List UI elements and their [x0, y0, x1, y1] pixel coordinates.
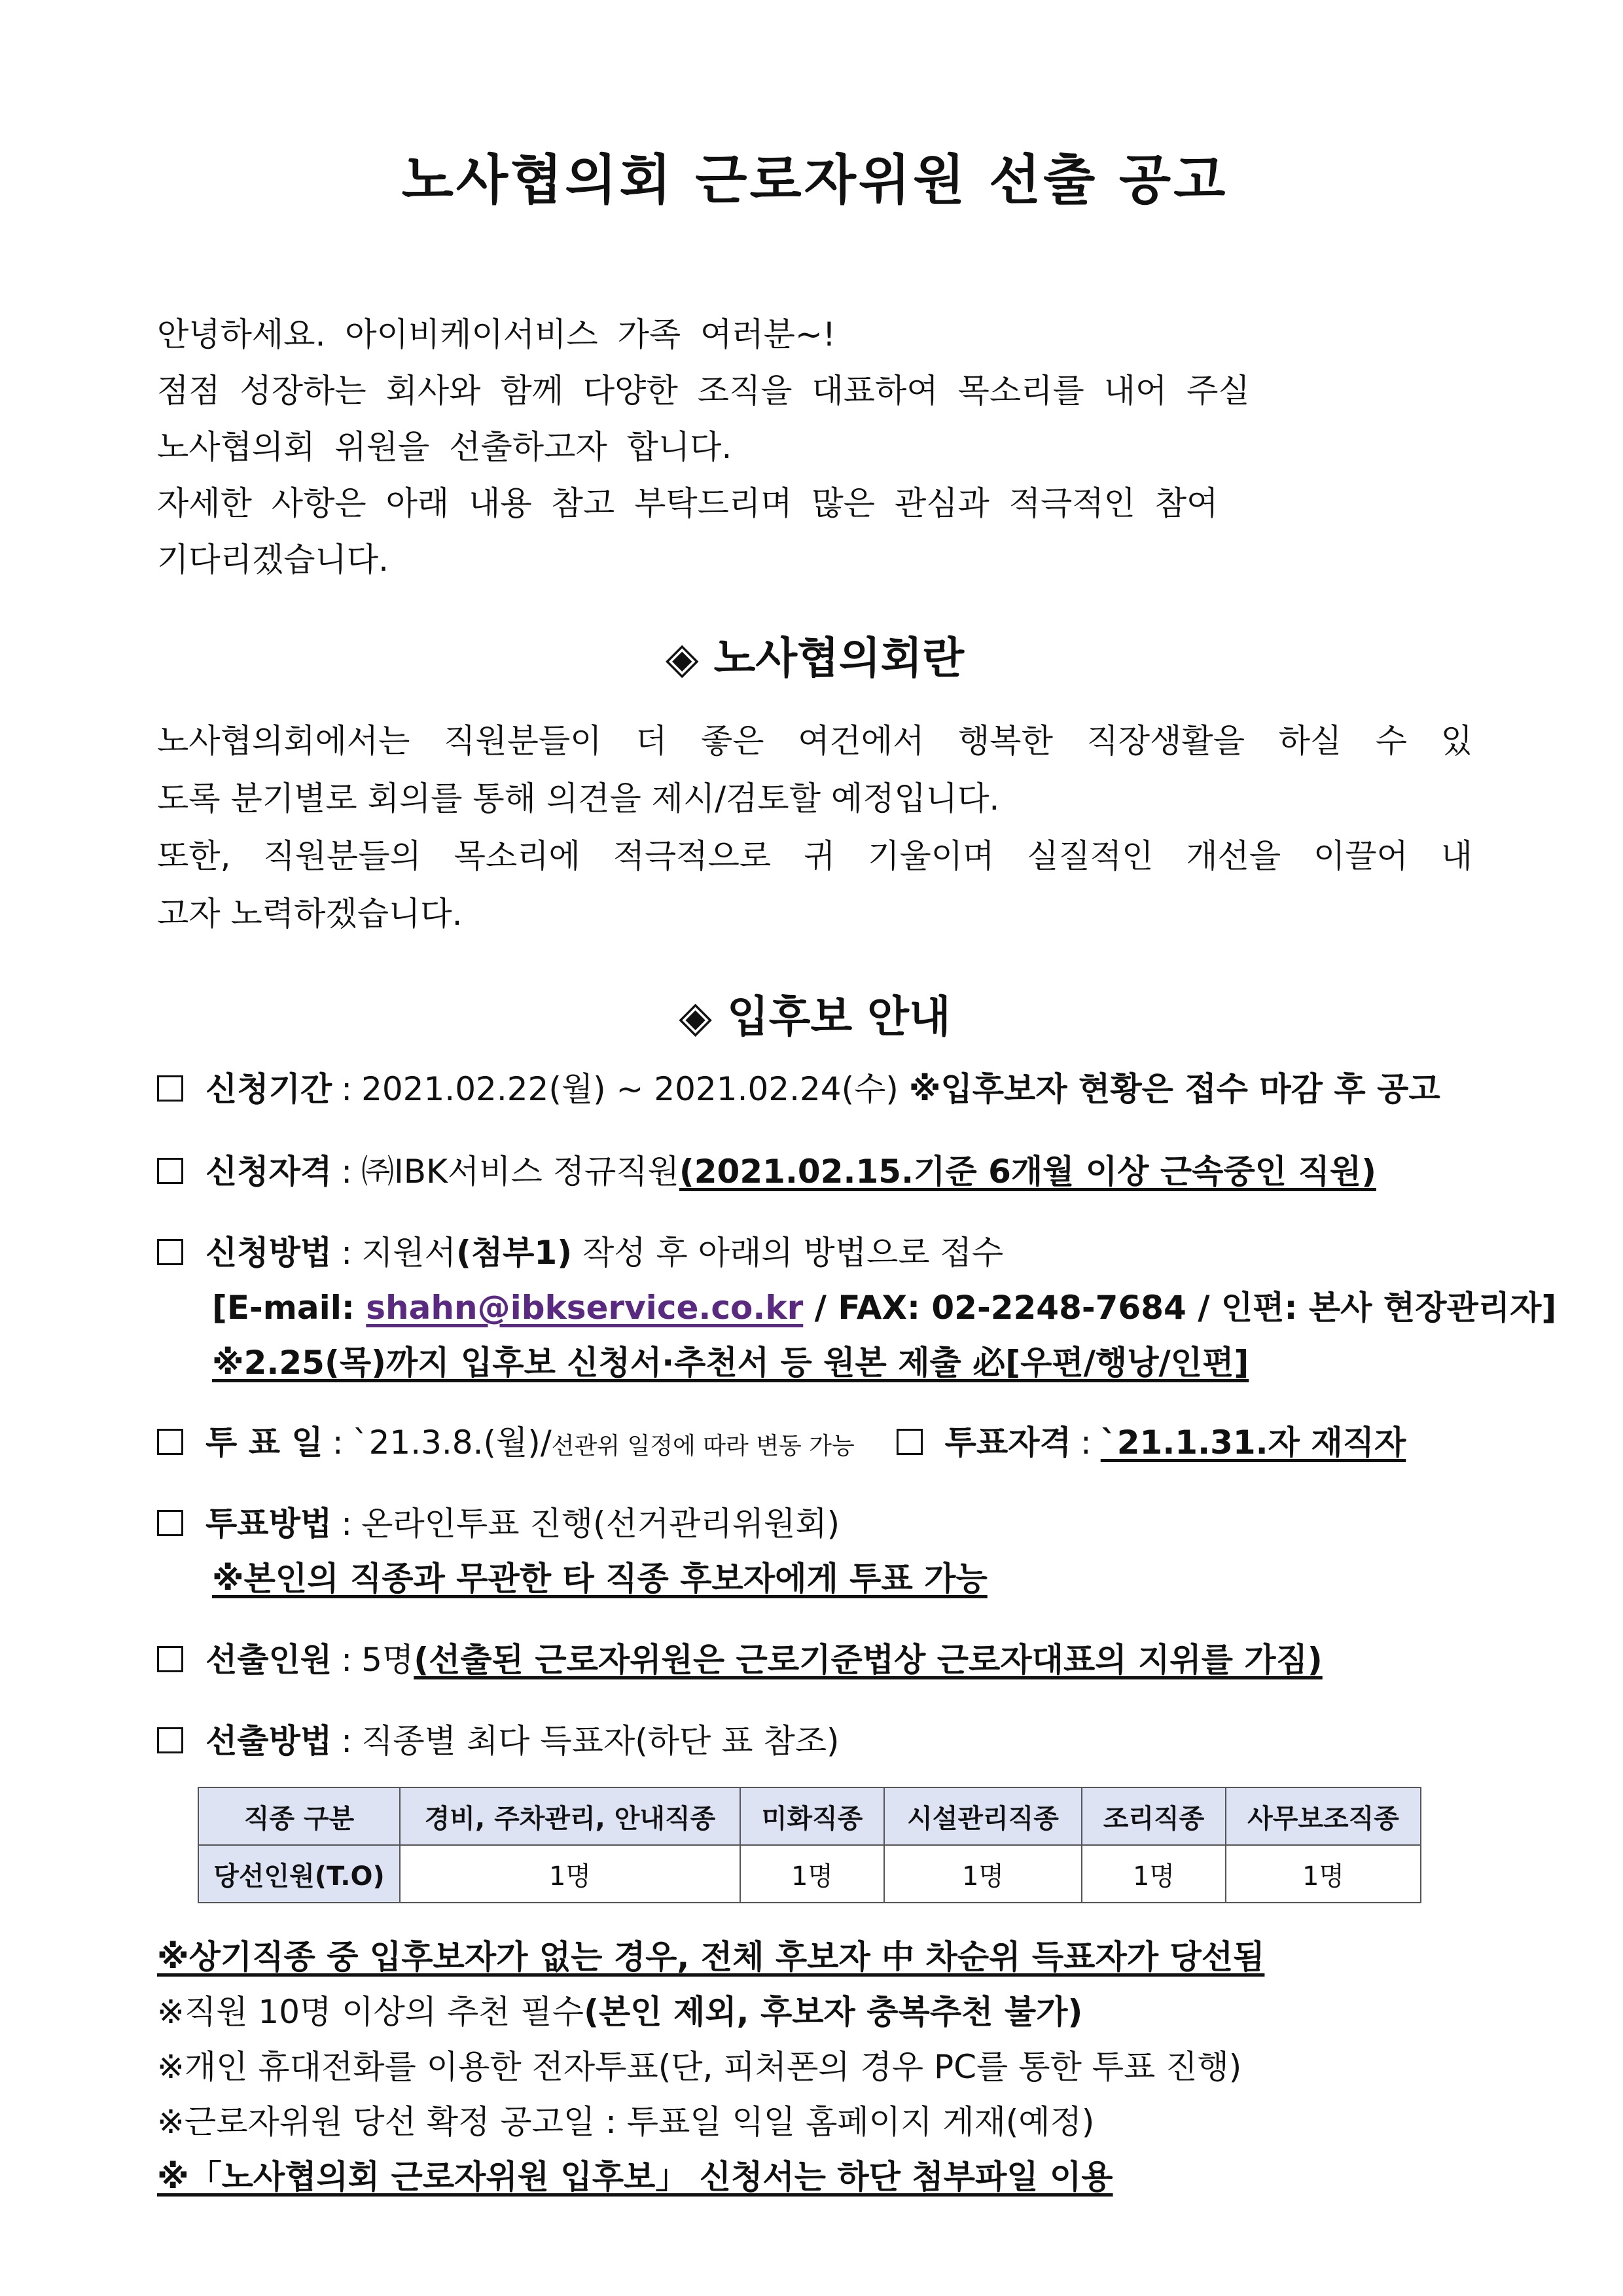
item-note: ※입후보자 현황은 접수 마감 후 공고 — [908, 1070, 1440, 1108]
checkbox-icon — [897, 1429, 923, 1455]
table-cell: 1명 — [1082, 1845, 1226, 1903]
item-value: 지원서 — [361, 1234, 456, 1272]
page-title: 노사협의회 근로자위원 선출 공고 — [401, 149, 1228, 211]
separator: : — [332, 1424, 344, 1462]
item-value: 5명 — [361, 1641, 414, 1679]
item-label: 투표자격 — [944, 1424, 1071, 1462]
checkbox-icon — [157, 1646, 183, 1672]
document-page — [157, 0, 1557, 2296]
item-note: ※본인의 직종과 무관한 타 직종 후보자에게 투표 가능 — [212, 1560, 988, 1598]
intro-line: 자세한 사항은 아래 내용 참고 부탁드리며 많은 관심과 적극적인 참여 — [157, 484, 1219, 522]
note-text: ※직원 10명 이상의 추천 필수 — [157, 1993, 584, 2031]
table-cell: 1명 — [884, 1845, 1082, 1903]
table-header-cell: 미화직종 — [740, 1787, 884, 1845]
intro-line: 점점 성장하는 회사와 함께 다양한 조직을 대표하여 목소리를 내어 주실 — [157, 372, 1250, 410]
note-line: ※「노사협의회 근로자위원 입후보」 신청서는 하단 첨부파일 이용 — [157, 2158, 1113, 2196]
item-label: 선출방법 — [205, 1722, 332, 1760]
checkbox-icon — [157, 1075, 183, 1102]
note-line — [157, 1984, 1472, 2039]
item-label: 투 표 일 — [205, 1424, 323, 1462]
section-heading-candidacy: ◈ 입후보 안내 — [679, 992, 951, 1042]
intro-line: 기다리겠습니다. — [157, 541, 389, 579]
about-line: 노사협의회에서는 직원분들이 더 좋은 여건에서 행복한 직장생활을 하실 수 있 — [157, 722, 1472, 760]
section-heading-about: ◈ 노사협의회란 — [665, 633, 965, 683]
item-method — [157, 1225, 1557, 1390]
email-link[interactable]: shahn@ibkservice.co.kr — [366, 1289, 804, 1327]
about-line: 도록 분기별로 회의를 통해 의견을 제시/검토할 예정입니다. — [157, 780, 1000, 817]
note-line: ※개인 휴대전화를 이용한 전자투표(단, 피처폰의 경우 PC를 통한 투표 진행) — [157, 2048, 1242, 2086]
item-vote-date — [157, 1415, 1472, 1474]
separator: : — [1080, 1424, 1092, 1462]
item-value: 2021.02.22(월) ~ 2021.02.24(수) — [361, 1070, 899, 1108]
separator: : — [341, 1641, 353, 1679]
item-value: `21.1.31.자 재직자 — [1100, 1424, 1406, 1462]
attachment-ref: (첨부1) — [455, 1234, 573, 1272]
table-header-cell: 경비, 주차관리, 안내직종 — [400, 1787, 740, 1845]
contact-suffix: / FAX: 02-2248-7684 / 인편: 본사 현장관리자] — [803, 1289, 1557, 1327]
note-line: ※근로자위원 당선 확정 공고일 : 투표일 익일 홈페이지 게재(예정) — [157, 2103, 1095, 2141]
checkbox-icon — [157, 1158, 183, 1184]
quota-table — [198, 1787, 1421, 1903]
table-cell: 1명 — [740, 1845, 884, 1903]
item-election — [157, 1713, 1472, 1768]
item-small-note: 선관위 일정에 따라 변동 가능 — [551, 1433, 855, 1460]
about-paragraph — [157, 712, 1472, 942]
separator: : — [341, 1234, 353, 1272]
separator: : — [341, 1070, 353, 1108]
item-period — [157, 1062, 1472, 1117]
note-line: ※상기직종 중 입후보자가 없는 경우, 전체 후보자 中 차순위 득표자가 당선됨 — [157, 1938, 1265, 1976]
item-value: 직종별 최다 득표자(하단 표 참조) — [361, 1722, 840, 1760]
notes-list — [157, 1929, 1472, 2204]
table-header-cell: 사무보조직종 — [1226, 1787, 1421, 1845]
deadline-note: ※2.25(목)까지 입후보 신청서·추천서 등 원본 제출 必[우편/행낭/인편] — [212, 1344, 1249, 1382]
about-line: 고자 노력하겠습니다. — [157, 895, 463, 933]
checkbox-icon — [157, 1727, 183, 1753]
item-value-rest: 작성 후 아래의 방법으로 접수 — [572, 1234, 1004, 1272]
checkbox-icon — [157, 1239, 183, 1265]
separator: : — [341, 1153, 353, 1191]
table-header-row — [198, 1787, 1421, 1845]
item-label: 투표방법 — [205, 1505, 332, 1543]
item-vote-method — [157, 1496, 1472, 1606]
item-label: 신청방법 — [205, 1234, 332, 1272]
note-emphasis: (본인 제외, 후보자 충복추천 불가) — [584, 1993, 1083, 2031]
item-seats — [157, 1632, 1472, 1687]
intro-paragraph — [157, 306, 1472, 588]
item-note: (선출된 근로자위원은 근로기준법상 근로자대표의 지위를 가짐) — [414, 1641, 1323, 1679]
table-header-cell: 조리직종 — [1082, 1787, 1226, 1845]
table-header-cell: 시설관리직종 — [884, 1787, 1082, 1845]
table-header-cell: 직종 구분 — [198, 1787, 400, 1845]
contact-line — [157, 1280, 1557, 1335]
item-qualification — [157, 1144, 1472, 1199]
table-row-label: 당선인원(T.O) — [198, 1845, 400, 1903]
about-line: 또한, 직원분들의 목소리에 적극적으로 귀 기울이며 실질적인 개선을 이끌어 내 — [157, 837, 1472, 875]
item-value: 온라인투표 진행(선거관리위원회) — [361, 1505, 840, 1543]
item-label: 선출인원 — [205, 1641, 332, 1679]
item-value: ㈜IBK서비스 정규직원 — [361, 1153, 679, 1191]
table-cell: 1명 — [1226, 1845, 1421, 1903]
separator: : — [341, 1505, 353, 1543]
item-label: 신청기간 — [205, 1070, 332, 1108]
checkbox-icon — [157, 1429, 183, 1455]
checkbox-icon — [157, 1510, 183, 1536]
contact-prefix: [E-mail: — [212, 1289, 366, 1327]
item-value: `21.3.8.(월)/ — [352, 1424, 552, 1462]
table-cell: 1명 — [400, 1845, 740, 1903]
intro-line: 노사협의회 위원을 선출하고자 합니다. — [157, 428, 732, 466]
table-row — [198, 1845, 1421, 1903]
item-label: 신청자격 — [205, 1153, 332, 1191]
separator: : — [341, 1722, 353, 1760]
intro-line: 안녕하세요. 아이비케이서비스 가족 여러분~! — [157, 315, 836, 353]
item-note: (2021.02.15.기준 6개월 이상 근속중인 직원) — [679, 1153, 1376, 1191]
